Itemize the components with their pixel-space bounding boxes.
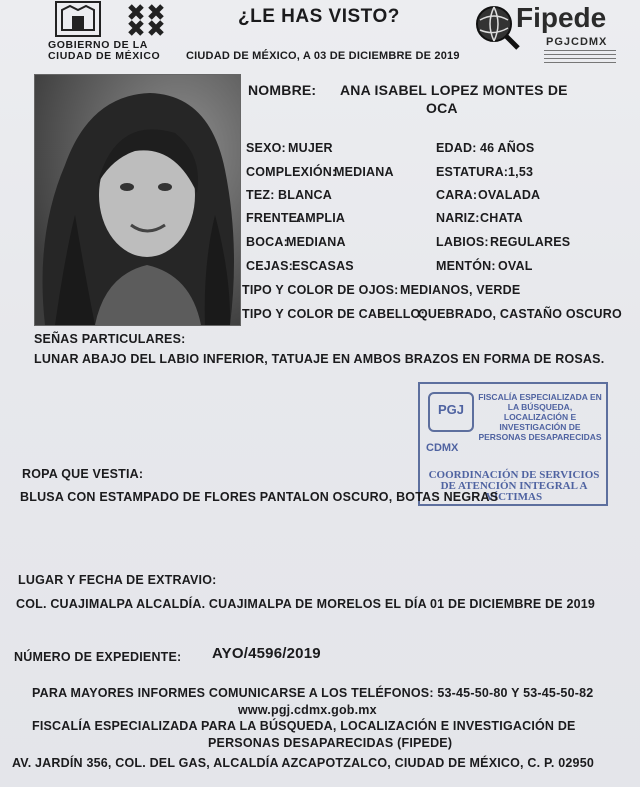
lips-label: LABIOS: bbox=[436, 235, 489, 249]
portrait-image bbox=[35, 75, 240, 325]
footer-address: AV. JARDÍN 356, COL. DEL GAS, ALCALDÍA AZCAPOTZALCO, CIUDAD DE MÉXICO, C. P. 02950 bbox=[12, 756, 595, 770]
chin-label: MENTÓN: bbox=[436, 259, 496, 273]
fipede-sub: PGJCDMX bbox=[546, 36, 608, 48]
globe-magnifier-icon bbox=[474, 4, 520, 50]
mouth-label: BOCA: bbox=[246, 235, 288, 249]
stamp-line-2: COORDINACIÓN DE SERVICIOS DE ATENCIÓN INTEGRAL A VÍCTIMAS bbox=[428, 469, 600, 503]
mouth-value: MEDIANA bbox=[286, 235, 346, 249]
stamp-line-1: FISCALÍA ESPECIALIZADA EN LA BÚSQUEDA, LOCALIZACIÓN E INVESTIGACIÓN DE PERSONAS DESAPARECIDAS bbox=[478, 392, 602, 442]
height-label: ESTATURA: bbox=[436, 165, 509, 179]
chin-value: OVAL bbox=[498, 259, 533, 273]
age-value: 46 AÑOS bbox=[480, 141, 535, 155]
face-value: OVALADA bbox=[478, 188, 541, 202]
clothing-label: ROPA QUE VESTIA: bbox=[22, 467, 144, 481]
clothing-text: BLUSA CON ESTAMPADO DE FLORES PANTALON OSCURO, BOTAS NEGRAS bbox=[20, 490, 499, 504]
eyebrows-label: CEJAS: bbox=[246, 259, 294, 273]
build-label: COMPLEXIÓN: bbox=[246, 165, 337, 179]
name-line-1: ANA ISABEL LOPEZ MONTES DE bbox=[340, 82, 568, 98]
forehead-value: AMPLIA bbox=[296, 211, 346, 225]
footer-url[interactable]: www.pgj.cdmx.gob.mx bbox=[238, 703, 377, 717]
pgj-badge: PGJ bbox=[428, 392, 474, 432]
footer-agency-line-2: PERSONAS DESAPARECIDAS (FIPEDE) bbox=[208, 736, 453, 750]
official-stamp bbox=[418, 382, 608, 506]
lips-value: REGULARES bbox=[490, 235, 571, 249]
gov-line-2: CIUDAD DE MÉXICO bbox=[48, 50, 161, 62]
cdmx-logo-icon bbox=[122, 0, 172, 40]
gov-line-1: GOBIERNO DE LA bbox=[48, 39, 148, 51]
forehead-label: FRENTE: bbox=[246, 211, 302, 225]
government-shield-icon bbox=[52, 0, 104, 40]
sex-label: SEXO: bbox=[246, 141, 286, 155]
footer-agency-line-1: FISCALÍA ESPECIALIZADA PARA LA BÚSQUEDA, LOCALIZACIÓN E INVESTIGACIÓN DE bbox=[32, 719, 576, 733]
skin-label: TEZ: bbox=[246, 188, 275, 202]
fipede-fine-print-lines bbox=[544, 50, 616, 64]
stamp-cdmx: CDMX bbox=[426, 442, 459, 454]
footer-phones: PARA MAYORES INFORMES COMUNICARSE A LOS TELÉFONOS: 53-45-50-80 Y 53-45-50-82 bbox=[32, 686, 594, 700]
fipede-name: Fipede bbox=[516, 2, 607, 33]
case-number-value: AYO/4596/2019 bbox=[212, 645, 321, 662]
eyes-label: TIPO Y COLOR DE OJOS: bbox=[242, 283, 399, 297]
nose-label: NARIZ: bbox=[436, 211, 480, 225]
marks-text: LUNAR ABAJO DEL LABIO INFERIOR, TATUAJE EN AMBOS BRAZOS EN FORMA DE ROSAS. bbox=[34, 352, 605, 366]
name-label: NOMBRE: bbox=[248, 82, 317, 98]
person-photo bbox=[34, 74, 241, 326]
face-label: CARA: bbox=[436, 188, 478, 202]
eyes-value: MEDIANOS, VERDE bbox=[400, 283, 521, 297]
height-value: 1,53 bbox=[508, 165, 534, 179]
age-label: EDAD: bbox=[436, 141, 477, 155]
issue-date: CIUDAD DE MÉXICO, A 03 DE DICIEMBRE DE 2019 bbox=[186, 50, 460, 62]
skin-value: BLANCA bbox=[278, 188, 332, 202]
place-text: COL. CUAJIMALPA ALCALDÍA. CUAJIMALPA DE MORELOS EL DÍA 01 DE DICIEMBRE DE 2019 bbox=[16, 597, 596, 611]
sex-value: MUJER bbox=[288, 141, 333, 155]
eyebrows-value: ESCASAS bbox=[292, 259, 354, 273]
build-value: MEDIANA bbox=[334, 165, 394, 179]
nose-value: CHATA bbox=[480, 211, 523, 225]
hair-label: TIPO Y COLOR DE CABELLO: bbox=[242, 307, 425, 321]
government-name bbox=[48, 40, 160, 62]
fipede-logo bbox=[474, 2, 624, 68]
hair-value: QUEBRADO, CASTAÑO OSCURO bbox=[418, 307, 622, 321]
place-label: LUGAR Y FECHA DE EXTRAVIO: bbox=[18, 573, 217, 587]
marks-label: SEÑAS PARTICULARES: bbox=[34, 332, 186, 346]
page-title: ¿LE HAS VISTO? bbox=[238, 6, 400, 27]
name-line-2: OCA bbox=[426, 100, 458, 116]
case-number-label: NÚMERO DE EXPEDIENTE: bbox=[14, 650, 182, 664]
